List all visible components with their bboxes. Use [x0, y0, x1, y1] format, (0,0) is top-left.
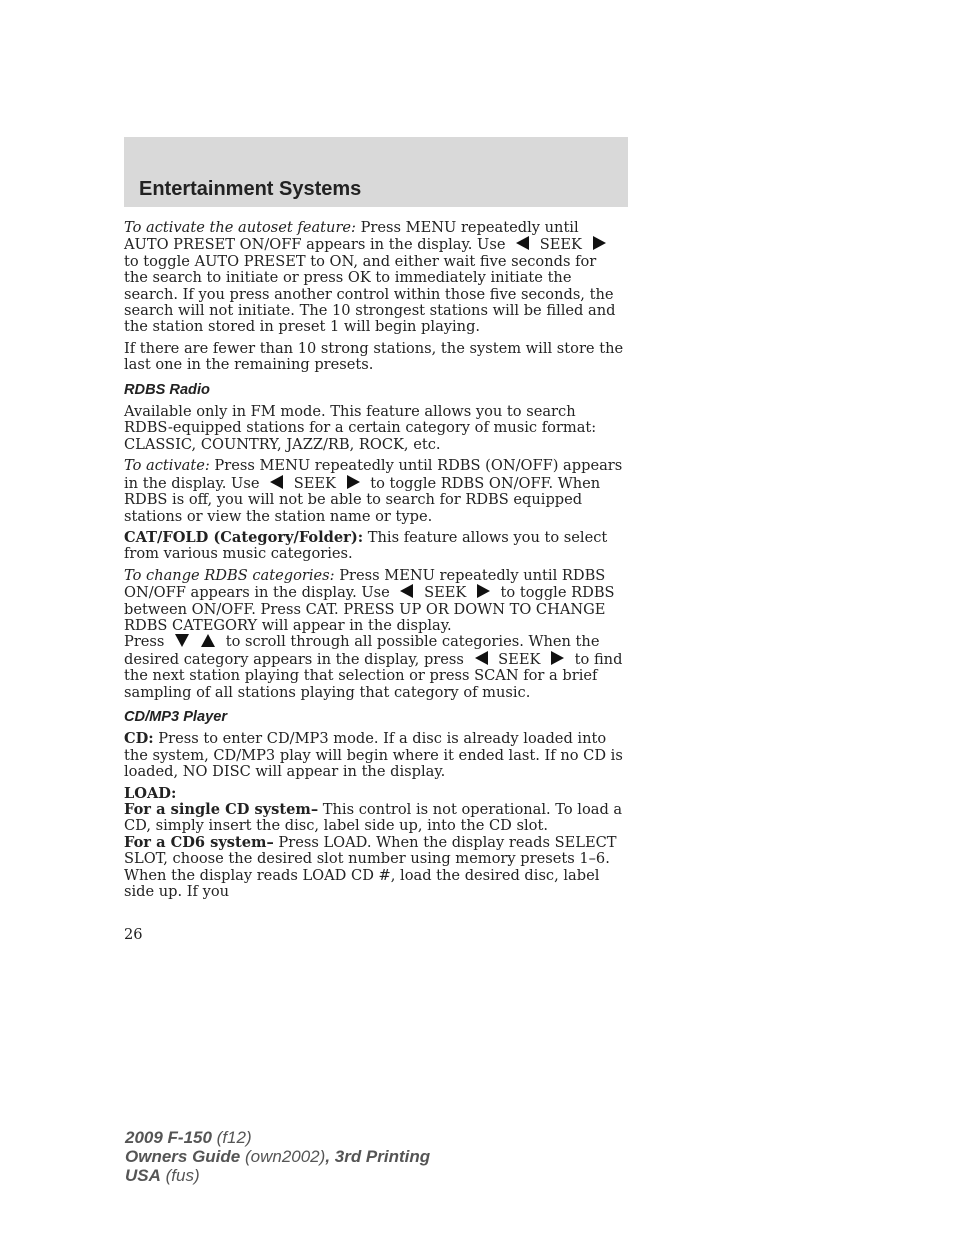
- seek-right-arrow-icon: [551, 651, 564, 665]
- seek-label: SEEK: [493, 650, 546, 668]
- scroll-text-c: to find the next station playing that selection or press SCAN for a brief sampling of all stations playing that category of music.: [124, 650, 623, 701]
- rdbs-activate-paragraph: [124, 458, 624, 525]
- footer-line-2: [125, 1147, 430, 1166]
- single-cd-text: This control is not operational. To load a CD, simply insert the disc, label side up, into the CD slot.: [124, 801, 623, 835]
- single-cd-paragraph: [124, 802, 624, 835]
- footer: [125, 1128, 430, 1185]
- scroll-text-a: Press: [124, 633, 170, 651]
- seek-left-arrow-icon: [400, 584, 413, 598]
- footer-model: 2009 F-150: [125, 1128, 212, 1147]
- page-number: 26: [124, 926, 143, 943]
- footer-printing: , 3rd Printing: [325, 1147, 431, 1166]
- cd-text: Press to enter CD/MP3 mode. If a disc is already loaded into the system, CD/MP3 play will begin where it ended last. If no CD is loaded, NO DISC will appear in the display.: [124, 730, 623, 781]
- cd-paragraph: [124, 731, 624, 780]
- scroll-categories-paragraph: [124, 634, 624, 701]
- up-arrow-icon: [201, 634, 215, 647]
- footer-guide-code: (own2002): [240, 1147, 326, 1166]
- footer-guide: Owners Guide: [125, 1147, 241, 1166]
- autoset-text-a: Press MENU repeatedly until AUTO PRESET ON/OFF appears in the display. Use: [124, 219, 579, 254]
- load-label: LOAD:: [124, 784, 177, 802]
- change-categories-text-b: to toggle RDBS between ON/OFF. Press CAT. PRESS UP OR DOWN TO CHANGE RDBS CATEGORY will appear in the display.: [124, 584, 615, 634]
- autoset-paragraph: [124, 220, 624, 336]
- cd6-text: Press LOAD. When the display reads SELECT SLOT, choose the desired slot number using memory presets 1–6. When the display reads LOAD CD #, load the desired disc, label side up. If you: [124, 833, 617, 901]
- seek-left-arrow-icon: [475, 651, 488, 665]
- cd-mp3-heading: CD/MP3 Player: [124, 708, 228, 725]
- seek-left-arrow-icon: [270, 475, 283, 489]
- cd-lead: CD:: [124, 730, 154, 748]
- rdbs-activate-text-a: Press MENU repeatedly until RDBS (ON/OFF) appears in the display. Use: [124, 457, 623, 492]
- footer-region: USA: [125, 1166, 161, 1185]
- seek-label: SEEK: [289, 474, 341, 492]
- cd6-paragraph: [124, 835, 624, 901]
- seek-label: SEEK: [535, 236, 587, 254]
- autoset-text-b: to toggle AUTO PRESET to ON, and either wait five seconds for the search to initiate or press OK to immediately initiate the search. If you press another control within those five seconds, the search will not initiate. The 10 strongest stations will be filled and the station stored in preset 1 will begin playing.: [124, 252, 616, 336]
- rdbs-heading: RDBS Radio: [124, 381, 210, 398]
- cat-fold-text: This feature allows you to select from various music categories.: [124, 528, 608, 563]
- footer-line-3: [125, 1166, 430, 1185]
- change-categories-paragraph: [124, 568, 624, 635]
- cat-fold-paragraph: [124, 530, 624, 563]
- change-categories-text-a: Press MENU repeatedly until RDBS ON/OFF appears in the display. Use: [124, 566, 606, 602]
- section-title: Entertainment Systems: [139, 178, 362, 200]
- change-categories-lead: To change RDBS categories:: [124, 566, 335, 584]
- down-arrow-icon: [175, 634, 189, 647]
- rdbs-activate-lead: To activate:: [124, 457, 210, 475]
- seek-label: SEEK: [419, 584, 471, 602]
- seek-left-arrow-icon: [516, 236, 529, 250]
- seek-right-arrow-icon: [477, 584, 490, 598]
- rdbs-intro-paragraph: Available only in FM mode. This feature allows you to search RDBS-equipped stations for a certain category of music format: CLASSIC, COUNTRY, JAZZ/RB, ROCK, etc.: [124, 403, 597, 453]
- rdbs-activate-text-b: to toggle RDBS ON/OFF. When RDBS is off, you will not be able to search for RDBS equipped stations or view the station name or type.: [124, 474, 601, 525]
- footer-line-1: [125, 1128, 430, 1147]
- fewer-stations-paragraph: If there are fewer than 10 strong stations, the system will store the last one in the remaining presets.: [124, 339, 624, 374]
- cd6-lead: For a CD6 system–: [124, 833, 274, 851]
- section-header: [124, 137, 628, 207]
- seek-right-arrow-icon: [593, 236, 606, 250]
- load-label-paragraph: [124, 786, 624, 802]
- footer-region-code: (fus): [160, 1166, 200, 1185]
- cat-fold-lead: CAT/FOLD (Category/Folder):: [124, 528, 364, 546]
- seek-right-arrow-icon: [347, 475, 360, 489]
- single-cd-lead: For a single CD system–: [124, 801, 319, 818]
- page-content: [124, 220, 624, 900]
- scroll-text-b: to scroll through all possible categories. When the desired category appears in the display, press: [124, 633, 600, 668]
- footer-model-code: (f12): [211, 1128, 252, 1147]
- autoset-lead: To activate the autoset feature:: [124, 219, 356, 236]
